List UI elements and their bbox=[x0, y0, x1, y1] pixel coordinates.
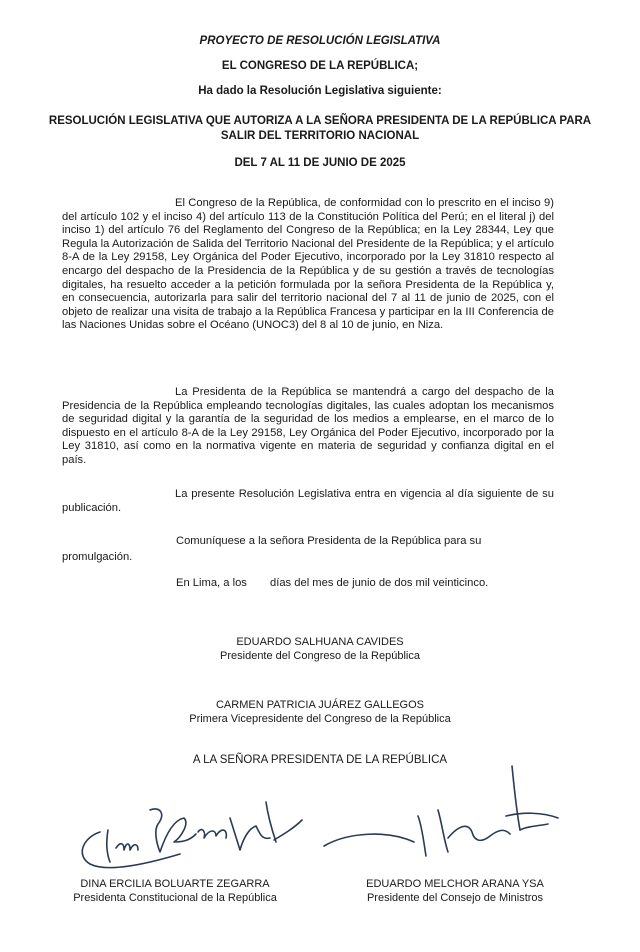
resolution-title: RESOLUCIÓN LEGISLATIVA QUE AUTORIZA A LA SEÑORA PRESIDENTA DE LA REPÚBLICA PARA SALIR DEL TERRITORIO NACIONAL bbox=[48, 115, 592, 142]
minister-signature-icon bbox=[318, 760, 568, 870]
signatory-role: Presidente del Consejo de Ministros bbox=[366, 891, 544, 904]
place-date-suffix: días del mes de junio de dos mil veinticinco. bbox=[270, 577, 489, 589]
signatory-role: Primera Vicepresidente del Congreso de la República bbox=[189, 712, 451, 725]
paragraph-authorization-text: El Congreso de la República, de conformidad con lo prescrito en el inciso 9) del artículo 102 y el inciso 4) del artículo 113 de la Constitución Política del Perú; en el literal j) del inciso 1) del artículo 76 del Reglamento del Congreso de la República; en la Ley 28344, Ley que Regula la Autorización de Salida del Territorio Nacional del Presidente de la República; y el artículo 8-A de la Ley 29158, Ley Orgánica del Poder Ejecutivo, incorporado por la Ley 31810 respecto al encargo del despacho de la Presidencia de la República y de su gestión a través de tecnologías digitales, ha resuelto acceder a la petición formulada por la señora Presidenta de la República y, en consecuencia, autorizarla para salir del territorio nacional del 7 al 11 de junio de 2025, con el objeto de realizar una visita de trabajo a la República Francesa y participar en la III Conferencia de las Naciones Unidas sobre el Océano (UNOC3) del 8 al 10 de junio, en Niza. bbox=[62, 197, 554, 332]
signatory-name: DINA ERCILIA BOLUARTE ZEGARRA bbox=[80, 878, 270, 890]
signatory-role: Presidenta Constitucional de la República bbox=[73, 891, 277, 904]
signatory-role: Presidente del Congreso de la República bbox=[220, 649, 420, 662]
signatory-name: EDUARDO SALHUANA CAVIDES bbox=[236, 636, 404, 648]
congress-heading: EL CONGRESO DE LA REPÚBLICA; bbox=[221, 60, 419, 72]
paragraph-digital-office-text: La Presidenta de la República se mantendrá a cargo del despacho de la Presidencia de la República empleando tecnologías digitales, las cuales adoptan los mecanismos de seguridad digital y la garantía de la seguridad de los medios a emplearse, en el marco de lo dispuesto en el artículo 8-A de la Ley 29158, Ley Orgánica del Poder Ejecutivo, incorporado por la Ley 31810, así como en la normativa vigente en materia de seguridad y confianza digital en el país. bbox=[62, 386, 554, 466]
signatory-name: EDUARDO MELCHOR ARANA YSA bbox=[366, 878, 544, 890]
paragraph-communicate: Comuníquese a la señora Presidenta de la República para su bbox=[176, 535, 482, 547]
project-title: PROYECTO DE RESOLUCIÓN LEGISLATIVA bbox=[199, 35, 441, 47]
resolution-dates: DEL 7 AL 11 DE JUNIO DE 2025 bbox=[234, 157, 406, 169]
paragraph-authorization bbox=[62, 197, 554, 333]
given-heading: Ha dado la Resolución Legislativa siguiente: bbox=[198, 85, 442, 97]
paragraph-communicate-cont: promulgación. bbox=[62, 551, 133, 563]
signature-block-president bbox=[40, 878, 310, 905]
paragraph-digital-office bbox=[62, 386, 554, 468]
signature-block-congress-vice bbox=[120, 699, 520, 726]
signature-block-minister bbox=[320, 878, 590, 905]
president-signature-icon bbox=[70, 790, 310, 880]
signatory-name: CARMEN PATRICIA JUÁREZ GALLEGOS bbox=[215, 699, 425, 711]
paragraph-entry-into-force bbox=[62, 488, 554, 515]
addressee: A LA SEÑORA PRESIDENTA DE LA REPÚBLICA bbox=[192, 754, 448, 766]
signature-block-congress-president bbox=[120, 636, 520, 663]
paragraph-entry-into-force-text: La presente Resolución Legislativa entra en vigencia al día siguiente de su publicación. bbox=[62, 488, 554, 514]
place-date-prefix: En Lima, a los bbox=[176, 577, 247, 589]
